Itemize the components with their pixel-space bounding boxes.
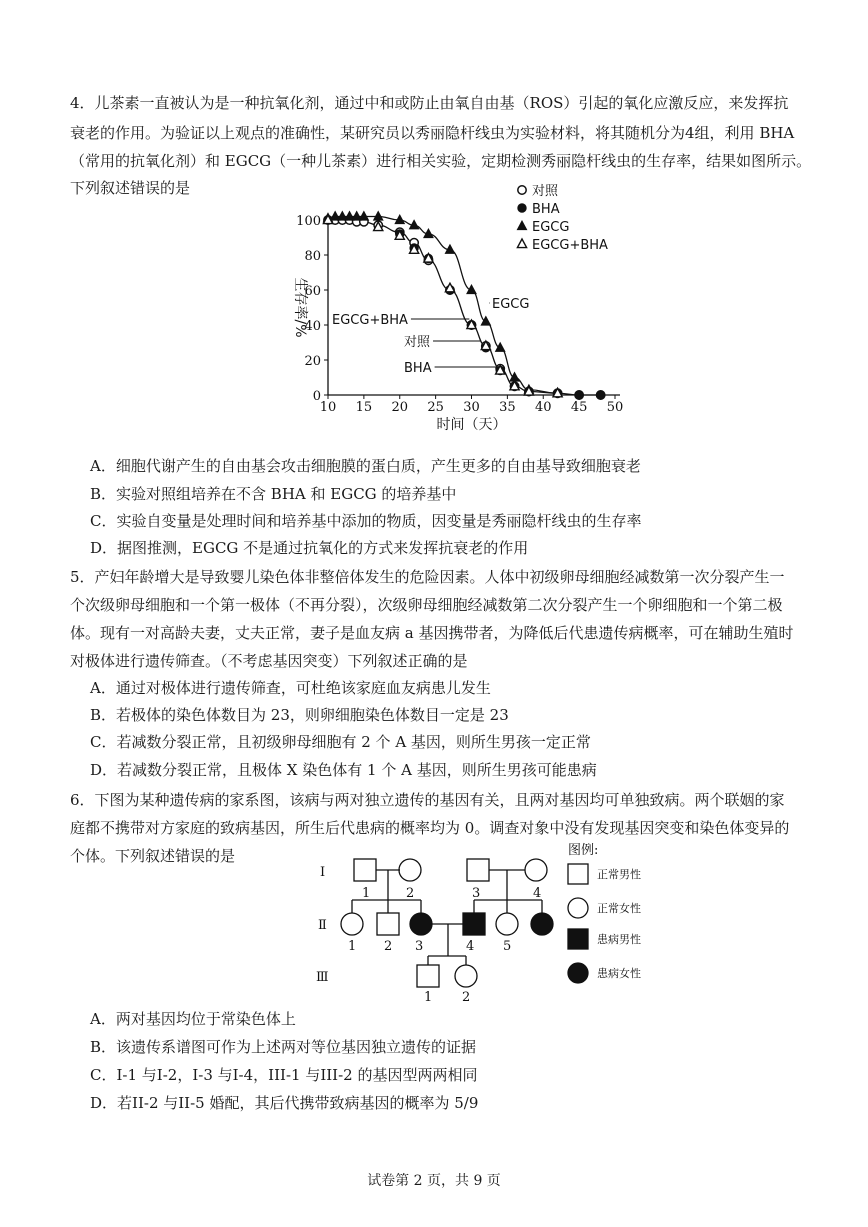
y-tick-label: 0: [312, 389, 321, 404]
q5-option-c: C．若减数分裂正常，且初级卵母细胞有 2 个 A 基因，则所生男孩一定正常: [90, 733, 591, 751]
y-tick-label: 40: [304, 319, 321, 334]
x-tick-label: 30: [463, 400, 480, 415]
q5-option-a: A．通过对极体进行遗传筛查，可杜绝该家庭血友病患儿发生: [90, 679, 491, 697]
legend-affected-female-symbol: [568, 963, 588, 983]
legend-label: EGCG+BHA: [532, 238, 608, 253]
label-III-1: 1: [424, 990, 433, 1005]
pedigree-III-2-female: [455, 965, 477, 987]
q4-stem-line-1: 4．儿茶素一直被认为是一种抗氧化剂，通过中和或防止由氧自由基（ROS）引起的氧化应激反应，来发挥抗: [70, 94, 789, 112]
q4-stem-line-3: （常用的抗氧化剂）和 EGCG（一种儿茶素）进行相关实验，定期检测秀丽隐杆线虫的生存率，结果如图所示。: [70, 152, 812, 170]
q4-option-d: D．据图推测，EGCG 不是通过抗氧化的方式来发挥抗衰老的作用: [90, 539, 529, 557]
pedigree-II-1-female: [341, 913, 363, 935]
x-axis-label: 时间（天）: [436, 417, 507, 433]
label-I-2: 2: [406, 886, 415, 901]
legend-normal-female-symbol: [568, 898, 588, 918]
legend-label: EGCG: [532, 220, 570, 235]
generation-label-II: Ⅱ: [318, 918, 327, 933]
pedigree-II-4-affected-male: [463, 913, 485, 935]
q5-stem-line-1: 5．产妇年龄增大是导致婴儿染色体非整倍体发生的危险因素。人体中初级卵母细胞经减数第一次分裂产生一: [70, 568, 785, 586]
legend-normal-male-label: 正常男性: [597, 868, 641, 881]
q5-stem-line-3: 体。现有一对高龄夫妻，丈夫正常，妻子是血友病 a 基因携带者，为降低后代患遗传病概率，可在辅助生殖时: [70, 624, 794, 642]
q6-option-b: B．该遗传系谱图可作为上述两对等位基因独立遗传的证据: [90, 1038, 477, 1056]
annotation-label: EGCG: [492, 297, 530, 312]
label-II-3: 3: [415, 939, 424, 954]
x-tick-label: 15: [355, 400, 373, 415]
label-I-4: 4: [533, 886, 542, 901]
legend-label: BHA: [532, 202, 560, 217]
pedigree-I-1-male: [354, 859, 376, 881]
legend-label: 对照: [532, 184, 559, 199]
legend-title: 图例:: [568, 843, 599, 858]
q4-option-a: A．细胞代谢产生的自由基会攻击细胞膜的蛋白质，产生更多的自由基导致细胞衰老: [90, 457, 641, 475]
bha-point: [596, 391, 604, 399]
pedigree-I-2-female: [399, 859, 421, 881]
label-II-2: 2: [384, 939, 393, 954]
pedigree-III-1-male: [417, 965, 439, 987]
q6-option-d: D．若II-2 与II-5 婚配，其后代携带致病基因的概率为 5/9: [90, 1094, 479, 1112]
y-axis-label: 生存率/%: [292, 277, 308, 338]
q5-stem-line-2: 个次级卵母细胞和一个第一极体（不再分裂），次级卵母细胞经减数第二次分裂产生一个卵细胞和一个第二极: [70, 596, 783, 614]
pedigree-chart: [300, 838, 680, 1010]
y-tick-label: 60: [304, 284, 321, 299]
label-III-2: 2: [462, 990, 471, 1005]
legend-marker-control: [518, 186, 526, 194]
annotation-label: BHA: [404, 361, 432, 376]
q4-option-b: B．实验对照组培养在不含 BHA 和 EGCG 的培养基中: [90, 485, 457, 503]
legend-marker-egcg-bha: [517, 239, 526, 248]
q4-option-c: C．实验自变量是处理时间和培养基中添加的物质，因变量是秀丽隐杆线虫的生存率: [90, 512, 642, 530]
q4-stem-line-2: 衰老的作用。为验证以上观点的准确性，某研究员以秀丽隐杆线虫为实验材料，将其随机分为4组，利用 BHA: [70, 124, 795, 142]
legend-affected-male-symbol: [568, 929, 588, 949]
pedigree-II-6-affected-female: [531, 913, 553, 935]
q6-option-c: C．I-1 与I-2，I-3 与I-4，III-1 与III-2 的基因型两两相同: [90, 1066, 478, 1084]
x-tick-label: 35: [499, 400, 516, 415]
legend-normal-male-symbol: [568, 864, 588, 884]
q6-stem-line-3: 个体。下列叙述错误的是: [70, 847, 236, 865]
x-tick-label: 25: [427, 400, 444, 415]
pedigree-I-3-male: [467, 859, 489, 881]
legend-marker-bha: [518, 204, 526, 212]
bha-point: [575, 391, 583, 399]
q5-option-d: D．若减数分裂正常，且极体 X 染色体有 1 个 A 基因，则所生男孩可能患病: [90, 761, 597, 779]
pedigree-II-5-female: [496, 913, 518, 935]
pedigree-II-3-affected-female: [410, 913, 432, 935]
q6-option-a: A．两对基因均位于常染色体上: [90, 1010, 296, 1028]
legend-affected-female-label: 患病女性: [597, 967, 641, 980]
y-tick-label: 20: [304, 354, 321, 369]
q5-option-b: B．若极体的染色体数目为 23，则卵细胞染色体数目一定是 23: [90, 706, 509, 724]
label-II-4: 4: [466, 939, 475, 954]
egcg-point: [359, 212, 368, 221]
label-I-3: 3: [472, 886, 481, 901]
annotation-label: 对照: [404, 335, 431, 350]
q6-stem-line-2: 庭都不携带对方家庭的致病基因，所生后代患病的概率均为 0。调查对象中没有发现基因突变和染色体变异的: [70, 819, 790, 837]
legend-affected-male-label: 患病男性: [597, 933, 641, 946]
x-tick-label: 45: [570, 400, 588, 415]
y-tick-label: 80: [304, 249, 321, 264]
x-tick-label: 50: [606, 400, 624, 415]
generation-label-I: I: [320, 865, 326, 880]
pedigree-I-4-female: [525, 859, 547, 881]
q5-stem-line-4: 对极体进行遗传筛查。（不考虑基因突变）下列叙述正确的是: [70, 652, 468, 670]
x-tick-label: 10: [319, 400, 337, 415]
legend-marker-egcg: [517, 221, 526, 230]
y-tick-label: 100: [296, 214, 321, 229]
x-tick-label: 20: [391, 400, 409, 415]
x-tick-label: 40: [534, 400, 552, 415]
q4-stem-line-4: 下列叙述错误的是: [70, 179, 191, 197]
label-I-1: 1: [362, 886, 371, 901]
label-II-1: 1: [348, 939, 357, 954]
generation-label-III: Ⅲ: [316, 970, 329, 985]
egcg-point: [374, 212, 383, 221]
survival-chart: [270, 178, 650, 440]
pedigree-II-2-male: [377, 913, 399, 935]
q6-stem-line-1: 6．下图为某种遗传病的家系图，该病与两对独立遗传的基因有关，且两对基因均可单独致病。两个联姻的家: [70, 791, 785, 809]
label-II-5: 5: [503, 939, 512, 954]
legend-normal-female-label: 正常女性: [597, 902, 641, 915]
annotation-label: EGCG+BHA: [332, 313, 408, 328]
page-footer: 试卷第 2 页，共 9 页: [367, 1173, 501, 1189]
